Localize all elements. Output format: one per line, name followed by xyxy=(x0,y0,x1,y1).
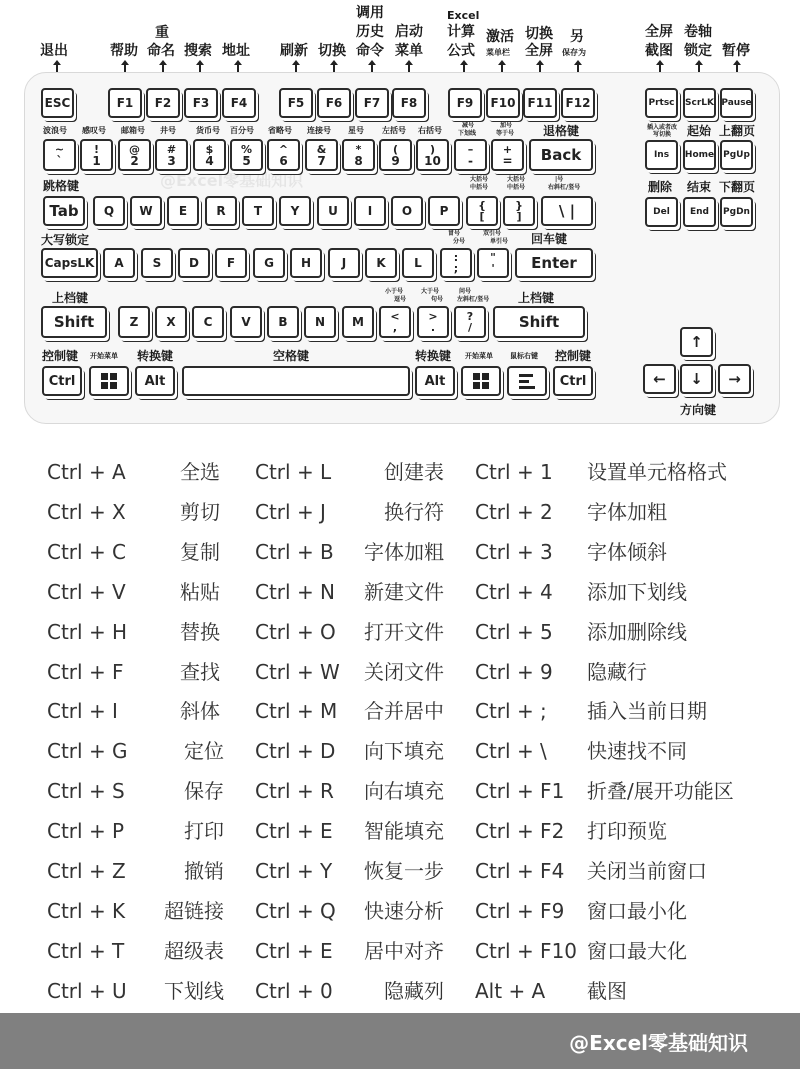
key-pgdn[interactable]: PgDn xyxy=(720,197,753,227)
shortcut-key: Ctrl + A xyxy=(47,460,126,484)
shortcut-desc: 打印 xyxy=(184,819,224,844)
key-f2[interactable]: F2 xyxy=(146,88,180,118)
shortcut-desc: 截图 xyxy=(587,978,627,1003)
arrow-right-icon: → xyxy=(728,369,741,388)
label-tilde: 波浪号 xyxy=(43,126,67,135)
footer-bar xyxy=(0,1013,800,1069)
shortcut-desc: 关闭当前窗口 xyxy=(587,859,707,883)
f9-annotation-2: 计算 xyxy=(447,24,475,40)
label-lt-2: 逗号 xyxy=(394,296,407,303)
shortcut-key: Ctrl + ; xyxy=(475,699,547,724)
shortcut-key: Ctrl + I xyxy=(47,699,118,724)
shortcut-key: Ctrl + E xyxy=(255,819,333,844)
key-5[interactable]: % 5 xyxy=(230,139,263,171)
f10-annotation-2: 菜单栏 xyxy=(486,48,510,57)
shortcut-desc: 撤销 xyxy=(184,859,224,883)
shortcut-key: Ctrl + M xyxy=(255,699,338,724)
key-t[interactable]: T xyxy=(242,196,274,226)
key-home[interactable]: Home xyxy=(683,140,716,170)
label-percent: 百分号 xyxy=(230,126,254,135)
f7-annotation-2: 历史 xyxy=(356,24,384,40)
arrow-up-icon: ↑ xyxy=(690,332,703,351)
label-rbrace-2: 中括号 xyxy=(507,184,526,191)
label-pipe-2: 右斜杠/竖号 xyxy=(548,184,581,191)
shortcut-desc: 插入当前日期 xyxy=(587,699,707,724)
key-comma[interactable]: < , xyxy=(379,306,411,338)
shortcut-desc: 定位 xyxy=(184,739,224,764)
key-pgup[interactable]: PgUp xyxy=(720,140,753,170)
shortcut-desc: 新建文件 xyxy=(364,579,444,604)
key-f8[interactable]: F8 xyxy=(392,88,426,118)
windows-icon xyxy=(101,373,117,389)
f8-annotation-1: 启动 xyxy=(395,24,423,40)
shortcut-desc: 设置单元格格式 xyxy=(587,460,727,484)
key-minus[interactable]: – - xyxy=(454,139,487,171)
key-3[interactable]: # 3 xyxy=(155,139,188,171)
f12-annotation-2: 保存为 xyxy=(562,48,586,57)
label-quote-1: 双引号 xyxy=(483,230,502,237)
key-8[interactable]: * 8 xyxy=(342,139,375,171)
windows-icon xyxy=(473,373,489,389)
key-s[interactable]: S xyxy=(141,248,173,278)
key-j[interactable]: J xyxy=(328,248,360,278)
key-caps[interactable]: CapsLK xyxy=(41,248,98,278)
key-quote[interactable]: " ' xyxy=(477,248,509,278)
key-up[interactable] xyxy=(680,327,713,357)
label-home: 起始 xyxy=(687,124,712,138)
shortcut-key: Ctrl + 3 xyxy=(475,539,553,564)
key-down[interactable] xyxy=(680,364,713,394)
shortcut-desc: 向下填充 xyxy=(364,739,444,764)
key-2[interactable]: @ 2 xyxy=(118,139,151,171)
label-amp: 连接号 xyxy=(307,126,331,135)
scrlk-annotation-1: 卷轴 xyxy=(684,24,712,40)
label-lt-1: 小于号 xyxy=(385,288,404,295)
label-space: 空格键 xyxy=(273,349,310,363)
key-semicolon[interactable]: : ; xyxy=(440,248,472,278)
label-caret: 省略号 xyxy=(268,126,292,135)
shortcut-desc: 添加下划线 xyxy=(587,579,687,604)
key-o[interactable]: O xyxy=(391,196,423,226)
f11-annotation-1: 切换 xyxy=(525,26,553,42)
label-minus-2: 下划线 xyxy=(458,130,477,137)
f3-annotation: 搜索 xyxy=(184,43,212,59)
shortcut-row xyxy=(0,971,800,1011)
key-period[interactable]: > . xyxy=(417,306,449,338)
key-n[interactable]: N xyxy=(304,306,336,338)
key-f1[interactable]: F1 xyxy=(108,88,142,118)
key-l[interactable]: L xyxy=(402,248,434,278)
shortcut-desc: 隐藏列 xyxy=(384,978,444,1003)
shortcut-key: Ctrl + G xyxy=(47,739,128,764)
key-f10[interactable]: F10 xyxy=(486,88,520,118)
shortcut-key: Ctrl + F xyxy=(47,659,124,684)
label-plus-1: 加号 xyxy=(500,122,513,129)
shortcut-desc: 窗口最小化 xyxy=(587,898,687,923)
shortcut-key: Ctrl + W xyxy=(255,659,340,684)
shortcut-desc: 下划线 xyxy=(164,978,224,1003)
shortcut-desc: 打印预览 xyxy=(587,819,667,844)
key-7[interactable]: & 7 xyxy=(305,139,338,171)
key-g[interactable]: G xyxy=(253,248,285,278)
shortcut-row xyxy=(0,931,800,971)
key-p[interactable]: P xyxy=(428,196,460,226)
shortcut-desc: 全选 xyxy=(180,460,220,484)
key-end[interactable]: End xyxy=(683,197,716,227)
f1-annotation: 帮助 xyxy=(110,43,138,59)
shortcut-desc: 字体加粗 xyxy=(587,499,667,524)
key-m[interactable]: M xyxy=(342,306,374,338)
shortcut-desc: 粘贴 xyxy=(180,579,220,604)
label-quote-2: 单引号 xyxy=(490,238,509,245)
shortcut-desc: 替换 xyxy=(180,619,220,644)
label-arrows: 方向键 xyxy=(680,403,717,417)
shortcut-key: Ctrl + 1 xyxy=(475,460,553,484)
shortcut-key: Ctrl + J xyxy=(255,499,326,524)
key-f3[interactable]: F3 xyxy=(184,88,218,118)
f5-annotation: 刷新 xyxy=(280,43,308,59)
shortcut-key: Ctrl + F1 xyxy=(475,779,565,804)
label-tab: 跳格键 xyxy=(43,179,80,193)
label-back: 退格键 xyxy=(543,124,580,138)
shortcut-key: Ctrl + \ xyxy=(475,739,547,764)
key-10[interactable]: ) 10 xyxy=(416,139,449,171)
label-plus-2: 等于号 xyxy=(496,130,515,137)
shortcut-key: Ctrl + Y xyxy=(255,859,333,883)
shortcut-key: Ctrl + H xyxy=(47,619,128,644)
shortcut-key: Ctrl + D xyxy=(255,739,336,764)
shortcut-desc: 创建表 xyxy=(384,460,444,484)
shortcut-desc: 复制 xyxy=(180,539,220,564)
arrow-down-icon: ↓ xyxy=(690,369,703,388)
shortcut-key: Ctrl + L xyxy=(255,460,332,484)
shortcut-desc: 智能填充 xyxy=(364,819,444,844)
label-lbrace-1: 大括号 xyxy=(470,176,489,183)
footer-credit: @Excel零基础知识 xyxy=(569,1031,748,1055)
key-f[interactable]: F xyxy=(215,248,247,278)
key-left[interactable] xyxy=(643,364,676,394)
label-qm-1: 问号 xyxy=(459,288,472,295)
f4-annotation: 地址 xyxy=(222,43,250,59)
shortcut-row xyxy=(0,652,800,692)
shortcut-row xyxy=(0,731,800,771)
key-f5[interactable]: F5 xyxy=(279,88,313,118)
shortcut-desc: 超级表 xyxy=(164,938,224,963)
key-i[interactable]: I xyxy=(354,196,386,226)
shortcut-key: Ctrl + U xyxy=(47,978,127,1003)
f6-annotation: 切换 xyxy=(318,43,346,59)
shortcut-key: Ctrl + T xyxy=(47,938,125,963)
key-space[interactable] xyxy=(182,366,410,396)
label-caps: 大写锁定 xyxy=(41,233,90,247)
shortcut-key: Ctrl + 5 xyxy=(475,619,553,644)
label-rbrace-1: 大括号 xyxy=(507,176,526,183)
key-y[interactable]: Y xyxy=(279,196,311,226)
shortcut-desc: 居中对齐 xyxy=(364,938,444,963)
key-right[interactable] xyxy=(718,364,751,394)
label-lwin: 开始菜单 xyxy=(90,352,118,360)
shortcut-key: Ctrl + 4 xyxy=(475,579,553,604)
shortcut-key: Ctrl + E xyxy=(255,938,333,963)
f11-annotation-2: 全屏 xyxy=(525,43,553,59)
shortcut-row xyxy=(0,492,800,532)
label-menu: 鼠标右键 xyxy=(510,352,538,360)
pause-annotation: 暂停 xyxy=(722,43,750,59)
label-semi-2: 分号 xyxy=(453,238,466,245)
esc-annotation: 退出 xyxy=(40,43,68,59)
shortcut-key: Ctrl + S xyxy=(47,779,125,804)
shortcut-desc: 隐藏行 xyxy=(587,659,647,684)
shortcut-row xyxy=(0,771,800,811)
shortcut-row xyxy=(0,572,800,612)
shortcut-row xyxy=(0,891,800,931)
shortcut-key: Ctrl + 9 xyxy=(475,659,553,684)
label-lalt: 转换键 xyxy=(137,349,174,363)
label-lshift: 上档键 xyxy=(52,291,89,305)
label-excl: 感叹号 xyxy=(82,126,106,135)
label-pipe-1: |号 xyxy=(555,176,564,183)
shortcut-desc: 打开文件 xyxy=(364,619,444,644)
key-w[interactable]: W xyxy=(130,196,162,226)
shortcut-desc: 斜体 xyxy=(180,699,220,724)
shortcut-key: Ctrl + R xyxy=(255,779,334,804)
key-f6[interactable]: F6 xyxy=(317,88,351,118)
shortcut-key: Ctrl + F4 xyxy=(475,859,565,883)
label-qm-2: 左斜杠/竖号 xyxy=(457,296,490,303)
f9-annotation-3: 公式 xyxy=(447,43,475,59)
key-r[interactable]: R xyxy=(205,196,237,226)
label-rwin: 开始菜单 xyxy=(465,352,493,360)
label-lparen: 左括号 xyxy=(382,126,406,135)
key-rwin[interactable] xyxy=(461,366,501,396)
key-menu[interactable] xyxy=(507,366,547,396)
prtsc-annotation-1: 全屏 xyxy=(645,24,673,40)
key-lshift[interactable]: Shift xyxy=(41,306,107,338)
label-rparen: 右括号 xyxy=(418,126,442,135)
shortcut-row xyxy=(0,532,800,572)
key-rbrace[interactable]: } ] xyxy=(503,196,535,226)
shortcut-key: Ctrl + Q xyxy=(255,898,336,923)
shortcut-key: Ctrl + P xyxy=(47,819,125,844)
shortcut-desc: 快速分析 xyxy=(364,898,444,923)
watermark: @Excel零基础知识 xyxy=(160,171,304,190)
shortcut-key: Ctrl + N xyxy=(255,579,336,604)
shortcut-desc: 添加删除线 xyxy=(587,619,687,644)
key-tilde[interactable]: ~ ` xyxy=(43,139,76,171)
key-lctrl[interactable]: Ctrl xyxy=(42,366,82,396)
key-z[interactable]: Z xyxy=(118,306,150,338)
key-9[interactable]: ( 9 xyxy=(379,139,412,171)
key-u[interactable]: U xyxy=(317,196,349,226)
key-rctrl[interactable]: Ctrl xyxy=(553,366,593,396)
key-enter[interactable]: Enter xyxy=(515,248,593,278)
shortcut-key: Ctrl + V xyxy=(47,579,126,604)
shortcut-desc: 折叠/展开功能区 xyxy=(587,779,734,804)
shortcut-desc: 快速找不同 xyxy=(587,739,687,764)
f12-annotation-1: 另 xyxy=(570,29,584,45)
shortcut-desc: 保存 xyxy=(184,779,224,804)
shortcut-key: Ctrl + C xyxy=(47,539,127,564)
key-prtsc[interactable]: Prtsc xyxy=(645,88,678,118)
key-f9[interactable]: F9 xyxy=(448,88,482,118)
key-b[interactable]: B xyxy=(267,306,299,338)
shortcut-key: Ctrl + 0 xyxy=(255,978,333,1003)
key-rshift[interactable]: Shift xyxy=(493,306,585,338)
key-d[interactable]: D xyxy=(178,248,210,278)
label-ralt: 转换键 xyxy=(415,349,452,363)
key-6[interactable]: ^ 6 xyxy=(267,139,300,171)
shortcut-key: Ctrl + B xyxy=(255,539,334,564)
key-f7[interactable]: F7 xyxy=(355,88,389,118)
shortcut-key: Ctrl + O xyxy=(255,619,336,644)
shortcut-key: Ctrl + F10 xyxy=(475,938,578,963)
shortcut-desc: 关闭文件 xyxy=(364,659,444,684)
key-equals[interactable]: + = xyxy=(491,139,524,171)
key-h[interactable]: H xyxy=(290,248,322,278)
shortcut-desc: 合并居中 xyxy=(364,699,444,724)
key-x[interactable]: X xyxy=(155,306,187,338)
shortcut-key: Ctrl + 2 xyxy=(475,499,553,524)
label-rshift: 上档键 xyxy=(518,291,555,305)
f2-annotation-top: 重 xyxy=(155,25,169,41)
shortcut-key: Ctrl + X xyxy=(47,499,126,524)
label-dollar: 货币号 xyxy=(196,126,220,135)
arrow-left-icon: ← xyxy=(653,369,666,388)
label-rctrl: 控制键 xyxy=(555,349,592,363)
scrlk-annotation-2: 锁定 xyxy=(684,43,712,59)
shortcut-desc: 字体加粗 xyxy=(364,539,444,564)
label-pgup: 上翻页 xyxy=(719,124,756,138)
f8-annotation-2: 菜单 xyxy=(395,43,423,59)
key-pause[interactable]: Pause xyxy=(720,88,753,118)
key-1[interactable]: ! 1 xyxy=(80,139,113,171)
label-ins: 插入或者改写切换 xyxy=(646,124,677,138)
label-minus-1: 减号 xyxy=(462,122,475,129)
label-at: 邮箱号 xyxy=(121,126,145,135)
key-c[interactable]: C xyxy=(192,306,224,338)
shortcut-row xyxy=(0,851,800,891)
key-k[interactable]: K xyxy=(365,248,397,278)
shortcut-desc: 字体倾斜 xyxy=(587,539,667,564)
f10-annotation-1: 激活 xyxy=(486,29,514,45)
label-end: 结束 xyxy=(687,180,712,194)
key-back[interactable]: Back xyxy=(529,139,593,171)
shortcut-key: Ctrl + F9 xyxy=(475,898,565,923)
shortcut-desc: 剪切 xyxy=(180,499,220,524)
key-ins[interactable]: Ins xyxy=(645,140,678,170)
label-star: 星号 xyxy=(348,126,364,135)
shortcut-desc: 恢复一步 xyxy=(364,859,444,883)
label-gt-1: 大于号 xyxy=(421,288,440,295)
key-backslash[interactable]: \ | xyxy=(541,196,593,226)
key-tab[interactable]: Tab xyxy=(43,196,85,226)
shortcut-row xyxy=(0,452,800,492)
key-a[interactable]: A xyxy=(103,248,135,278)
shortcut-key: Ctrl + F2 xyxy=(475,819,565,844)
key-lwin[interactable] xyxy=(89,366,129,396)
key-f11[interactable]: F11 xyxy=(523,88,557,118)
shortcut-key: Ctrl + Z xyxy=(47,859,126,883)
key-f4[interactable]: F4 xyxy=(222,88,256,118)
key-q[interactable]: Q xyxy=(93,196,125,226)
label-semi-1: 冒号 xyxy=(448,230,461,237)
key-v[interactable]: V xyxy=(230,306,262,338)
key-lbrace[interactable]: { [ xyxy=(466,196,498,226)
shortcut-desc: 向右填充 xyxy=(364,779,444,804)
context-menu-icon xyxy=(519,371,535,392)
label-gt-2: 句号 xyxy=(431,296,444,303)
f2-annotation: 命名 xyxy=(147,43,175,59)
shortcut-row xyxy=(0,811,800,851)
key-e[interactable]: E xyxy=(167,196,199,226)
key-slash[interactable]: ? / xyxy=(454,306,486,338)
f7-annotation-1: 调用 xyxy=(356,5,384,21)
shortcut-row xyxy=(0,612,800,652)
label-lbrace-2: 中括号 xyxy=(470,184,489,191)
key-ralt[interactable]: Alt xyxy=(415,366,455,396)
f9-annotation-1: Excel xyxy=(447,9,480,22)
key-lalt[interactable]: Alt xyxy=(135,366,175,396)
shortcut-desc: 超链接 xyxy=(164,898,224,923)
label-enter: 回车键 xyxy=(531,232,568,246)
prtsc-annotation-2: 截图 xyxy=(645,43,673,59)
key-scrlk[interactable]: ScrLK xyxy=(683,88,716,118)
f7-annotation-3: 命令 xyxy=(356,43,384,59)
key-4[interactable]: $ 4 xyxy=(193,139,226,171)
label-pgdn: 下翻页 xyxy=(719,180,756,194)
label-lctrl: 控制键 xyxy=(42,349,79,363)
shortcut-desc: 换行符 xyxy=(384,499,444,524)
label-del: 删除 xyxy=(648,180,673,194)
shortcut-key: Alt + A xyxy=(475,978,546,1003)
shortcut-desc: 查找 xyxy=(180,659,220,684)
key-f12[interactable]: F12 xyxy=(561,88,595,118)
key-del[interactable]: Del xyxy=(645,197,678,227)
label-hash: 井号 xyxy=(160,126,176,135)
shortcut-row xyxy=(0,691,800,731)
shortcut-desc: 窗口最大化 xyxy=(587,938,687,963)
shortcut-key: Ctrl + K xyxy=(47,898,126,923)
key-esc[interactable]: ESC xyxy=(41,88,74,118)
